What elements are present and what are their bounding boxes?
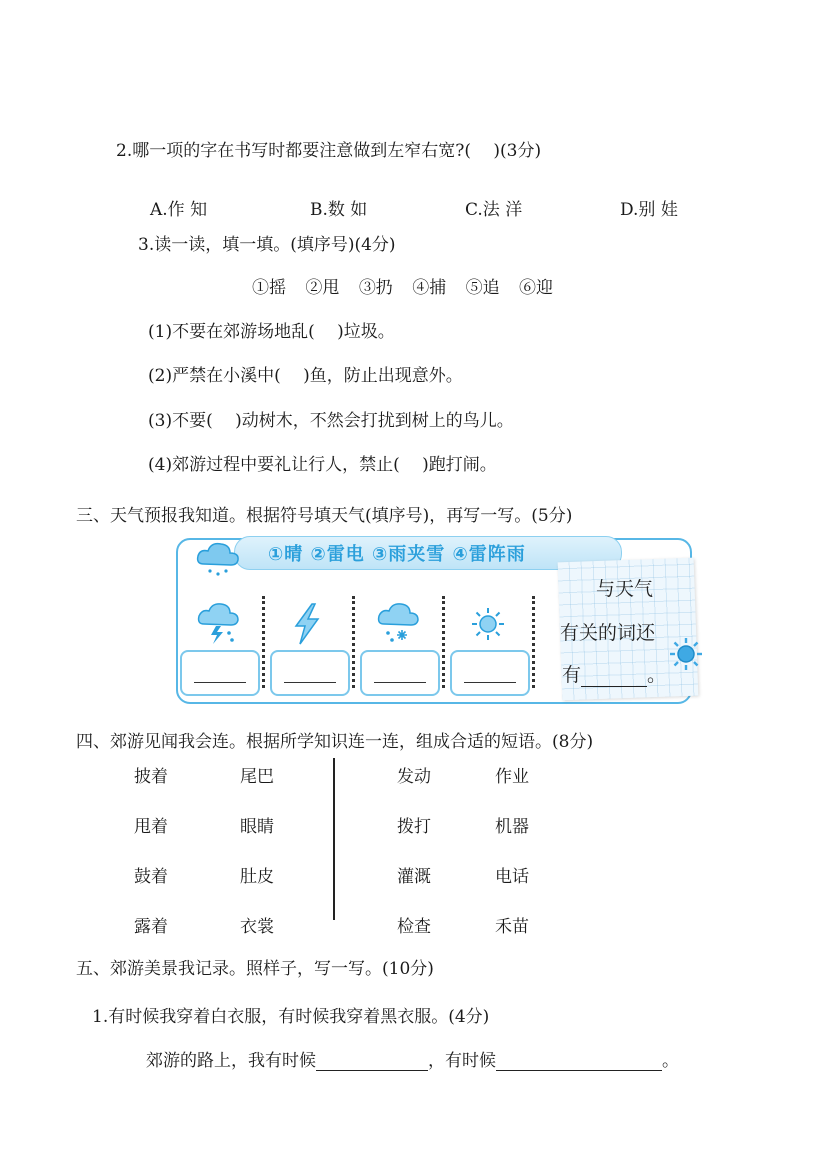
- match-left-word[interactable]: 甩着: [134, 817, 168, 837]
- weather-answer-box-2[interactable]: [270, 650, 350, 696]
- section-3-title: 三、天气预报我知道。根据符号填天气(填序号)，再写一写。(5分): [76, 506, 573, 526]
- match-right-word[interactable]: 拨打: [397, 817, 431, 837]
- match-divider: [333, 758, 335, 920]
- q2-title: 2.哪一项的字在书写时都要注意做到左窄右宽?( )(3分): [116, 141, 542, 161]
- weather-answer-box-4[interactable]: [450, 650, 530, 696]
- dotted-divider: [532, 596, 535, 688]
- q3-char-bank: [252, 273, 567, 298]
- q3-char: ④捕: [412, 278, 447, 298]
- match-left-word[interactable]: 披着: [134, 767, 168, 787]
- section-4-title: 四、郊游见闻我会连。根据所学知识连一连，组成合适的短语。(8分): [76, 732, 594, 752]
- sleet-icon: [376, 600, 422, 646]
- match-right-target[interactable]: 禾苗: [495, 917, 529, 937]
- fill-blank-2[interactable]: [496, 1050, 662, 1071]
- dotted-divider: [352, 596, 355, 688]
- match-left-word[interactable]: 鼓着: [134, 867, 168, 887]
- q2-option-a[interactable]: A.作 知: [150, 200, 208, 220]
- dotted-divider: [442, 596, 445, 688]
- match-right-word[interactable]: 灌溉: [397, 867, 431, 887]
- match-left-target[interactable]: 衣裳: [240, 917, 274, 937]
- weather-answer-box-3[interactable]: [360, 650, 440, 696]
- q2-option-c[interactable]: C.法 洋: [465, 200, 523, 220]
- fill-end: 。: [662, 1051, 679, 1071]
- note-line-1: 与天气: [596, 578, 654, 600]
- sec5-fill-line: [146, 1046, 679, 1071]
- match-right-target[interactable]: 作业: [495, 767, 529, 787]
- fill-blank-1[interactable]: [316, 1050, 428, 1071]
- sun-icon: [470, 606, 506, 642]
- sec5-q1: 1.有时候我穿着白衣服，有时候我穿着黑衣服。(4分): [92, 1007, 490, 1027]
- q2-option-b[interactable]: B.数 如: [310, 200, 368, 220]
- q3-char: ②甩: [305, 278, 340, 298]
- section-5-title: 五、郊游美景我记录。照样子，写一写。(10分): [76, 959, 434, 979]
- q3-char: ①摇: [252, 278, 286, 298]
- q2-option-d[interactable]: D.别 娃: [620, 200, 678, 220]
- weather-banner-text: ①晴 ②雷电 ③雨夹雪 ④雷阵雨: [268, 544, 526, 565]
- q3-char: ③扔: [358, 278, 393, 298]
- q3-item-2: (2)严禁在小溪中( )鱼，防止出现意外。: [148, 366, 463, 386]
- match-left-target[interactable]: 肚皮: [240, 867, 274, 887]
- q3-char: ⑤追: [465, 278, 500, 298]
- note-answer-blank[interactable]: [581, 686, 647, 687]
- match-right-target[interactable]: 电话: [495, 867, 529, 887]
- match-right-word[interactable]: 发动: [397, 767, 431, 787]
- match-right-word[interactable]: 检查: [397, 917, 431, 937]
- match-left-word[interactable]: 露着: [134, 917, 168, 937]
- cloud-rain-icon: [194, 538, 242, 580]
- q3-title: 3.读一读，填一填。(填序号)(4分): [138, 235, 396, 255]
- note-line-2: 有关的词还: [560, 622, 656, 644]
- q3-char: ⑥迎: [519, 278, 554, 298]
- note-line-3: 有 。: [562, 664, 667, 686]
- match-right-target[interactable]: 机器: [495, 817, 529, 837]
- lightning-icon: [290, 602, 324, 646]
- q3-item-3: (3)不要( )动树木，不然会打扰到树上的鸟儿。: [148, 411, 514, 431]
- dotted-divider: [262, 596, 265, 688]
- q3-item-4: (4)郊游过程中要礼让行人，禁止( )跑打闹。: [148, 455, 497, 475]
- fill-prefix: 郊游的路上，我有时候: [146, 1051, 316, 1071]
- weather-answer-box-1[interactable]: [180, 650, 260, 696]
- fill-middle: ，有时候: [428, 1051, 496, 1071]
- thunderstorm-rain-icon: [196, 600, 242, 646]
- sun-icon: [668, 636, 704, 672]
- q3-item-1: (1)不要在郊游场地乱( )垃圾。: [148, 322, 395, 342]
- match-left-target[interactable]: 眼睛: [240, 817, 274, 837]
- match-left-target[interactable]: 尾巴: [240, 767, 274, 787]
